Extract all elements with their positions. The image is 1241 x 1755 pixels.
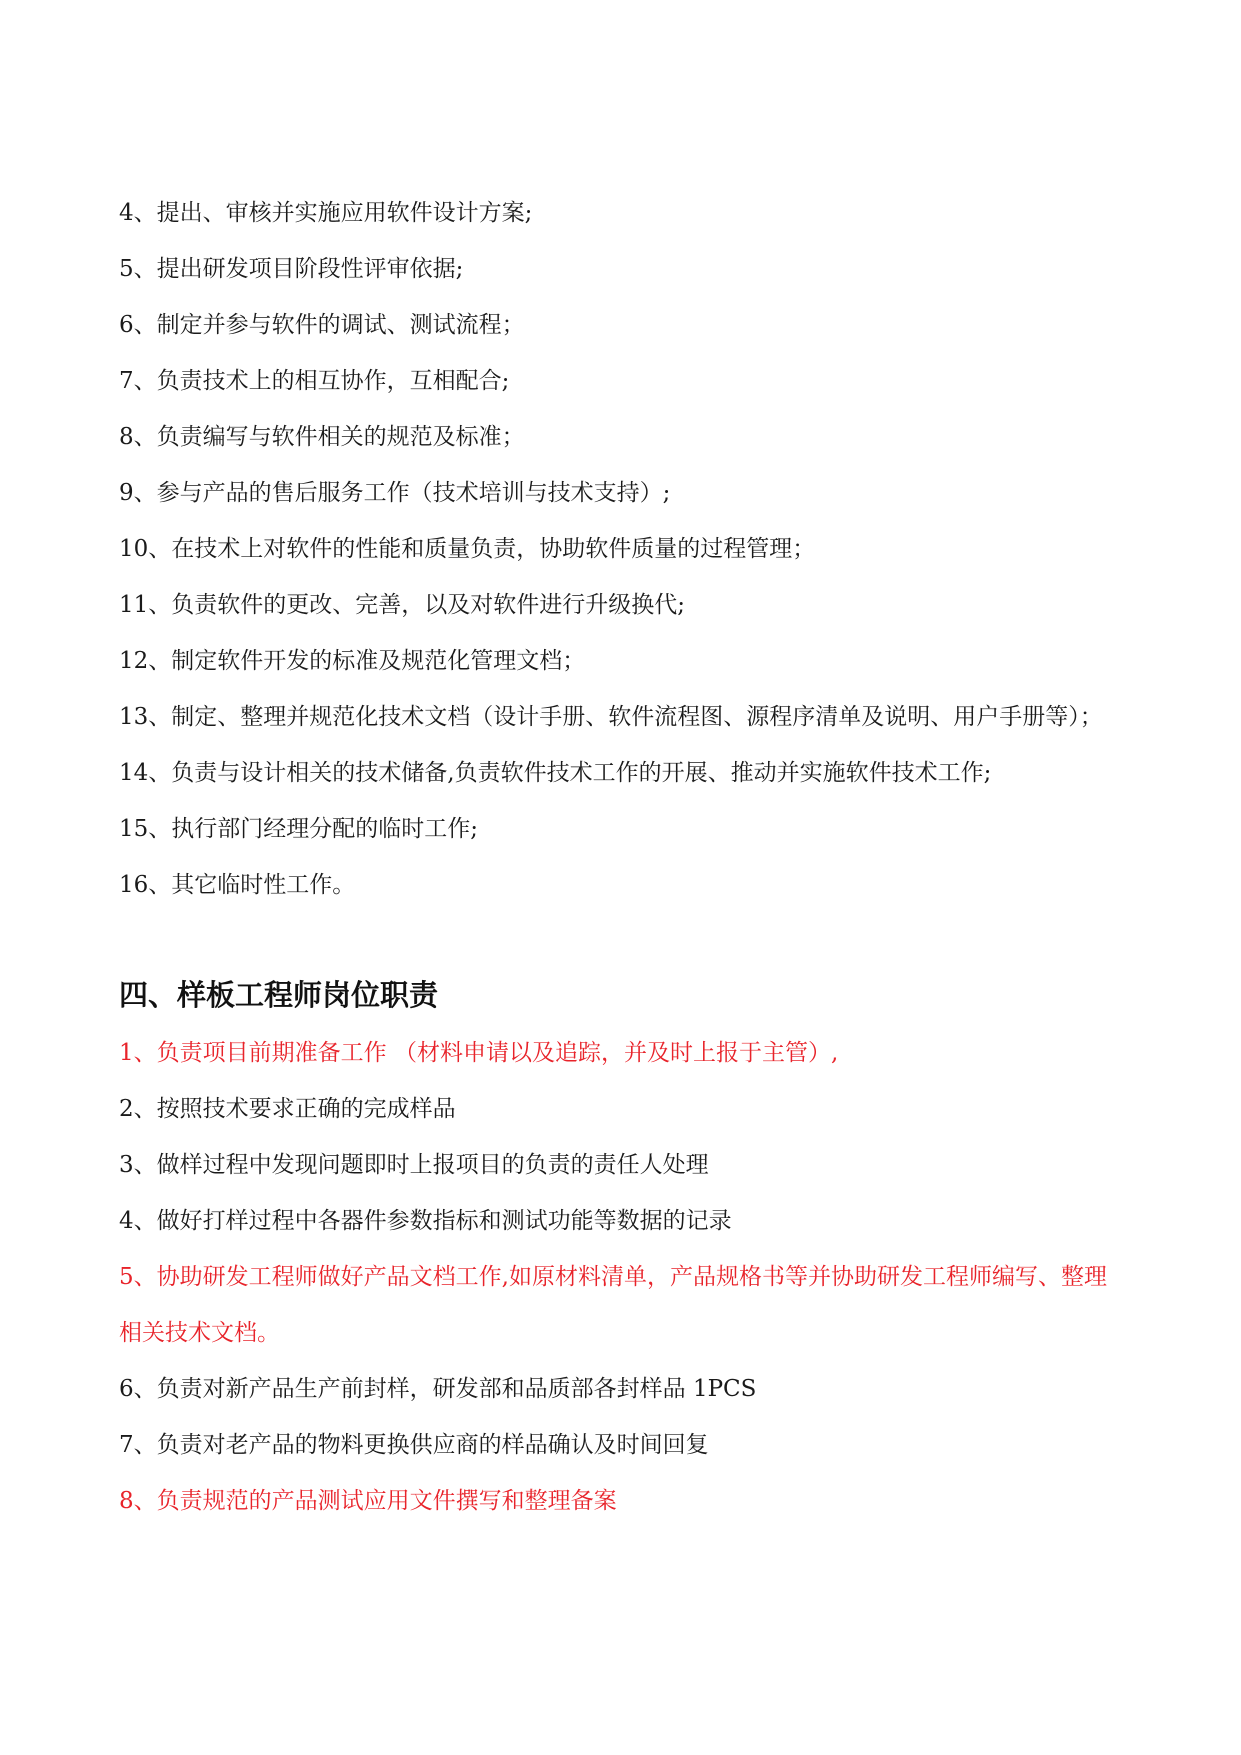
list-item: 5、协助研发工程师做好产品文档工作,如原材料清单，产品规格书等并协助研发工程师编写、整理相关技术文档。 bbox=[119, 1264, 1107, 1346]
section4-duty-list bbox=[119, 1025, 1129, 1529]
section3-duty-list bbox=[119, 185, 1129, 913]
list-item: 7、负责技术上的相互协作，互相配合; bbox=[119, 368, 510, 394]
list-item: 6、制定并参与软件的调试、测试流程； bbox=[119, 312, 525, 338]
list-item: 13、制定、整理并规范化技术文档（设计手册、软件流程图、源程序清单及说明、用户手册等）； bbox=[119, 704, 1103, 730]
list-item: 6、负责对新产品生产前封样，研发部和品质部各封样品 1PCS bbox=[119, 1376, 757, 1402]
document-content bbox=[119, 185, 1129, 1529]
list-item: 9、参与产品的售后服务工作（技术培训与技术支持）; bbox=[119, 480, 671, 506]
list-item: 8、负责编写与软件相关的规范及标准； bbox=[119, 424, 525, 450]
list-item: 10、在技术上对软件的性能和质量负责，协助软件质量的过程管理； bbox=[119, 536, 816, 562]
list-item: 11、负责软件的更改、完善，以及对软件进行升级换代; bbox=[119, 592, 686, 618]
list-item: 8、负责规范的产品测试应用文件撰写和整理备案 bbox=[119, 1488, 617, 1514]
list-item: 16、其它临时性工作。 bbox=[119, 872, 356, 898]
list-item: 7、负责对老产品的物料更换供应商的样品确认及时间回复 bbox=[119, 1432, 709, 1458]
section4-heading: 四、样板工程师岗位职责 bbox=[119, 978, 439, 1012]
list-item: 4、做好打样过程中各器件参数指标和测试功能等数据的记录 bbox=[119, 1208, 732, 1234]
list-item: 4、提出、审核并实施应用软件设计方案; bbox=[119, 200, 533, 226]
list-item: 3、做样过程中发现问题即时上报项目的负责的责任人处理 bbox=[119, 1152, 709, 1178]
list-item: 2、按照技术要求正确的完成样品 bbox=[119, 1096, 456, 1122]
list-item: 15、执行部门经理分配的临时工作; bbox=[119, 816, 479, 842]
list-item: 5、提出研发项目阶段性评审依据; bbox=[119, 256, 464, 282]
list-item: 12、制定软件开发的标准及规范化管理文档； bbox=[119, 648, 586, 674]
list-item: 14、负责与设计相关的技术储备,负责软件技术工作的开展、推动并实施软件技术工作; bbox=[119, 760, 992, 786]
list-item: 1、负责项目前期准备工作 （材料申请以及追踪，并及时上报于主管）, bbox=[119, 1040, 839, 1066]
